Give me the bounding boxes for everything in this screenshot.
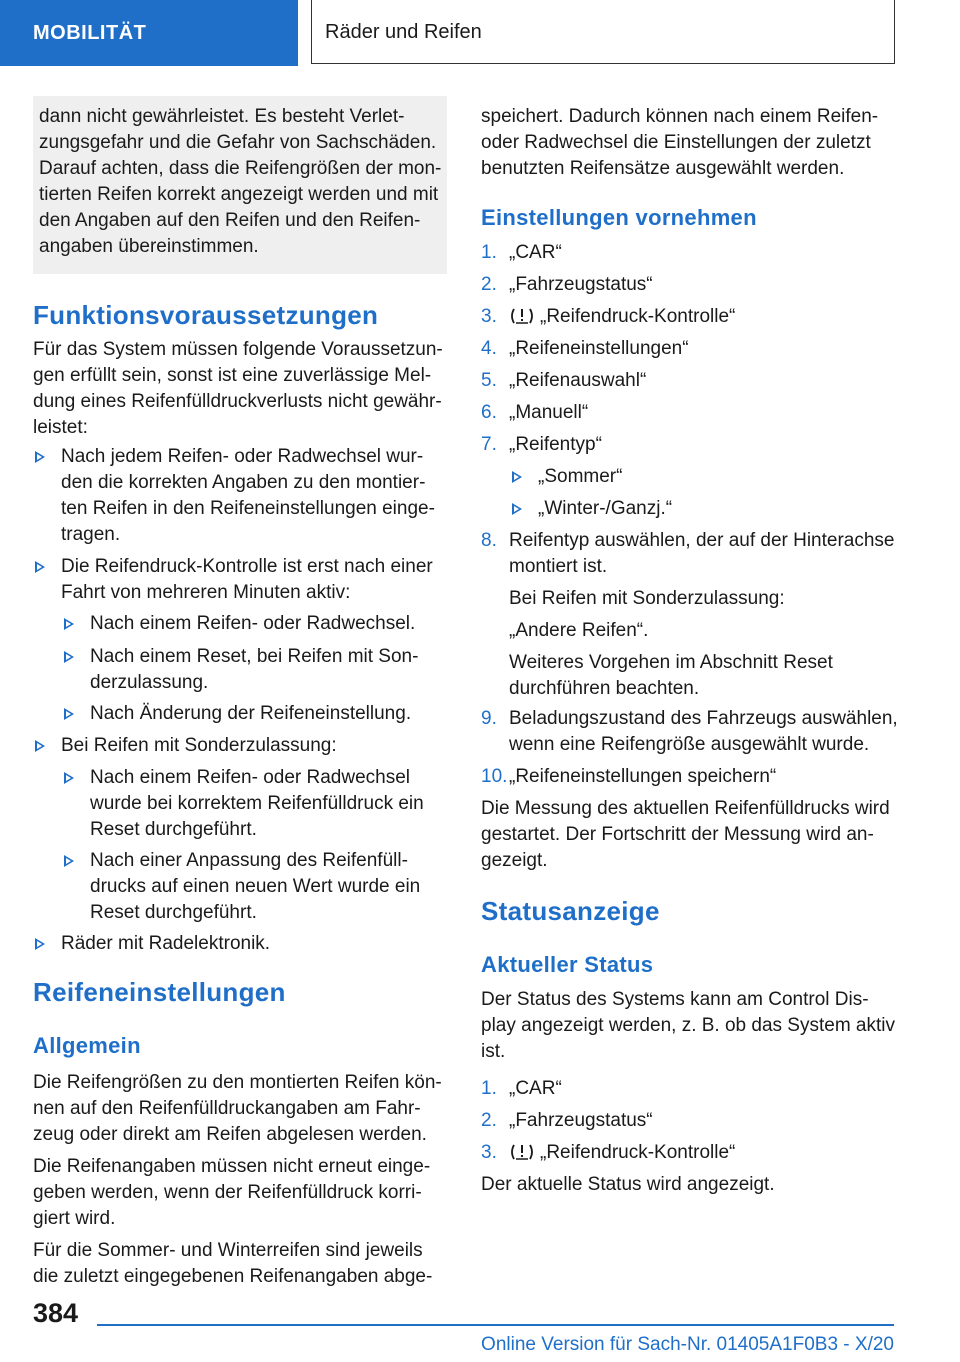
step-text: wenn eine Reifengröße ausgewählt wurde. xyxy=(509,734,870,755)
text-line: Für die Sommer- und Winterreifen sind jeweils xyxy=(33,1240,423,1261)
bullet-text: Nach einem Reifen- oder Radwechsel. xyxy=(90,613,416,634)
text-line: dung eines Reifenfülldruckverlusts nicht gewähr- xyxy=(33,391,442,412)
step-text: Beladungszustand des Fahrzeugs auswählen, xyxy=(509,708,898,729)
bullet-text: Nach einem Reset, bei Reifen mit Son- xyxy=(90,646,419,667)
step-text: Bei Reifen mit Sonderzulassung: xyxy=(509,588,785,609)
text-line: gen erfüllt sein, sonst ist eine zuverlässige Mel- xyxy=(33,365,432,386)
text-line: gezeigt. xyxy=(481,850,548,871)
step-number: 4. xyxy=(481,338,497,359)
step-number: 5. xyxy=(481,370,497,391)
bullet-text: Nach einer Anpassung des Reifenfüll- xyxy=(90,850,408,871)
note-line: dann nicht gewährleistet. Es besteht Verlet- xyxy=(39,106,405,127)
text-line: oder Radwechsel die Einstellungen der zuletzt xyxy=(481,132,871,153)
text-line: giert wird. xyxy=(33,1208,116,1229)
bullet-triangle-icon xyxy=(512,503,522,515)
text-line: Der aktuelle Status wird angezeigt. xyxy=(481,1174,775,1195)
tire-pressure-warning-icon xyxy=(509,1142,535,1162)
text-line: play angezeigt werden, z. B. ob das System aktiv xyxy=(481,1015,895,1036)
text-line: zeug oder direkt am Reifen abgelesen werden. xyxy=(33,1124,427,1145)
bullet-triangle-icon xyxy=(64,618,74,630)
step-text: „Reifendruck-Kontrolle“ xyxy=(540,1142,736,1163)
note-line: den Angaben auf den Reifen und den Reifen- xyxy=(39,210,421,231)
step-number: 1. xyxy=(481,1078,497,1099)
step-text: „Reifendruck-Kontrolle“ xyxy=(540,306,736,327)
text-line: Für das System müssen folgende Voraussetzun- xyxy=(33,339,443,360)
text-line: leistet: xyxy=(33,417,88,438)
bullet-text: Nach einem Reifen- oder Radwechsel xyxy=(90,767,410,788)
bullet-triangle-icon xyxy=(512,471,522,483)
subheading-aktueller-status: Aktueller Status xyxy=(481,952,654,977)
bullet-text: den die korrekten Angaben zu den montier- xyxy=(61,472,426,493)
bullet-triangle-icon xyxy=(35,740,45,752)
bullet-text: Fahrt von mehreren Minuten aktiv: xyxy=(61,582,351,603)
bullet-text: drucks auf einen neuen Wert wurde ein xyxy=(90,876,421,897)
step-text: „Fahrzeugstatus“ xyxy=(509,274,653,295)
text-line: Die Messung des aktuellen Reifenfülldrucks wird xyxy=(481,798,890,819)
bullet-text: Nach Änderung der Reifeneinstellung. xyxy=(90,703,412,724)
bullet-text: Räder mit Radelektronik. xyxy=(61,933,271,954)
text-line: benutzten Reifensätze ausgewählt werden. xyxy=(481,158,845,179)
step-number: 2. xyxy=(481,1110,497,1131)
note-line: angaben übereinstimmen. xyxy=(39,236,259,257)
subheading-allgemein: Allgemein xyxy=(33,1033,141,1058)
step-text: „Reifeneinstellungen“ xyxy=(509,338,689,359)
step-text: „Reifenauswahl“ xyxy=(509,370,647,391)
tire-pressure-warning-icon xyxy=(509,306,535,326)
step-number: 10. xyxy=(481,766,508,787)
step-number: 2. xyxy=(481,274,497,295)
bullet-text: „Sommer“ xyxy=(538,466,623,487)
step-text: „CAR“ xyxy=(509,242,562,263)
step-text: „Reifeneinstellungen speichern“ xyxy=(509,766,777,787)
bullet-text: Reset durchgeführt. xyxy=(90,902,257,923)
bullet-text: Die Reifendruck-Kontrolle ist erst nach einer xyxy=(61,556,433,577)
heading-funktionsvoraussetzungen: Funktionsvoraussetzungen xyxy=(33,300,379,330)
bullet-text: derzulassung. xyxy=(90,672,209,693)
text-line: Die Reifengrößen zu den montierten Reifen kön- xyxy=(33,1072,442,1093)
step-number: 9. xyxy=(481,708,497,729)
bullet-triangle-icon xyxy=(35,561,45,573)
text-line: Der Status des Systems kann am Control Dis- xyxy=(481,989,869,1010)
bullet-text: ten Reifen in den Reifeneinstellungen einge- xyxy=(61,498,435,519)
text-line: nen auf den Reifenfülldruckangaben am Fahr- xyxy=(33,1098,421,1119)
bullet-triangle-icon xyxy=(35,938,45,950)
bullet-text: Reset durchgeführt. xyxy=(90,819,257,840)
text-line: Die Reifenangaben müssen nicht erneut einge- xyxy=(33,1156,431,1177)
text-line: gestartet. Der Fortschritt der Messung wird an- xyxy=(481,824,874,845)
text-line: geben werden, wenn der Reifenfülldruck korri- xyxy=(33,1182,422,1203)
text-line: ist. xyxy=(481,1041,506,1062)
bullet-text: wurde bei korrektem Reifenfülldruck ein xyxy=(90,793,424,814)
bullet-triangle-icon xyxy=(64,708,74,720)
step-text: Weiteres Vorgehen im Abschnitt Reset xyxy=(509,652,833,673)
text-line: speichert. Dadurch können nach einem Reifen- xyxy=(481,106,879,127)
heading-statusanzeige: Statusanzeige xyxy=(481,896,660,926)
page-number: 384 xyxy=(33,1298,79,1328)
note-line: tierten Reifen korrekt angezeigt werden und mit xyxy=(39,184,439,205)
step-text: „Fahrzeugstatus“ xyxy=(509,1110,653,1131)
footer-divider xyxy=(97,1324,894,1326)
bullet-text: Bei Reifen mit Sonderzulassung: xyxy=(61,735,337,756)
bullet-text: Nach jedem Reifen- oder Radwechsel wur- xyxy=(61,446,424,467)
step-text: montiert ist. xyxy=(509,556,608,577)
chapter-title: Räder und Reifen xyxy=(311,0,895,64)
step-number: 3. xyxy=(481,1142,497,1163)
bullet-text: tragen. xyxy=(61,524,121,545)
step-text: „CAR“ xyxy=(509,1078,562,1099)
step-text: „Manuell“ xyxy=(509,402,589,423)
step-number: 7. xyxy=(481,434,497,455)
bullet-triangle-icon xyxy=(35,451,45,463)
step-text: durchführen beachten. xyxy=(509,678,700,699)
subheading-einstellungen-vornehmen: Einstellungen vornehmen xyxy=(481,205,757,230)
section-tab: MOBILITÄT xyxy=(0,0,298,66)
step-number: 6. xyxy=(481,402,497,423)
bullet-text: „Winter-/Ganzj.“ xyxy=(538,498,673,519)
step-number: 3. xyxy=(481,306,497,327)
footer-version: Online Version für Sach-Nr. 01405A1F0B3 - X/20 xyxy=(481,1334,894,1355)
note-line: Darauf achten, dass die Reifengrößen der mon- xyxy=(39,158,442,179)
text-line: die zuletzt eingegebenen Reifenangaben abge- xyxy=(33,1266,433,1287)
step-text: „Andere Reifen“. xyxy=(509,620,649,641)
step-text: „Reifentyp“ xyxy=(509,434,602,455)
step-text: Reifentyp auswählen, der auf der Hinterachse xyxy=(509,530,895,551)
step-number: 1. xyxy=(481,242,497,263)
step-number: 8. xyxy=(481,530,497,551)
bullet-triangle-icon xyxy=(64,772,74,784)
note-line: zungsgefahr und die Gefahr von Sachschäden. xyxy=(39,132,437,153)
bullet-triangle-icon xyxy=(64,855,74,867)
bullet-triangle-icon xyxy=(64,651,74,663)
heading-reifeneinstellungen: Reifeneinstellungen xyxy=(33,977,286,1007)
